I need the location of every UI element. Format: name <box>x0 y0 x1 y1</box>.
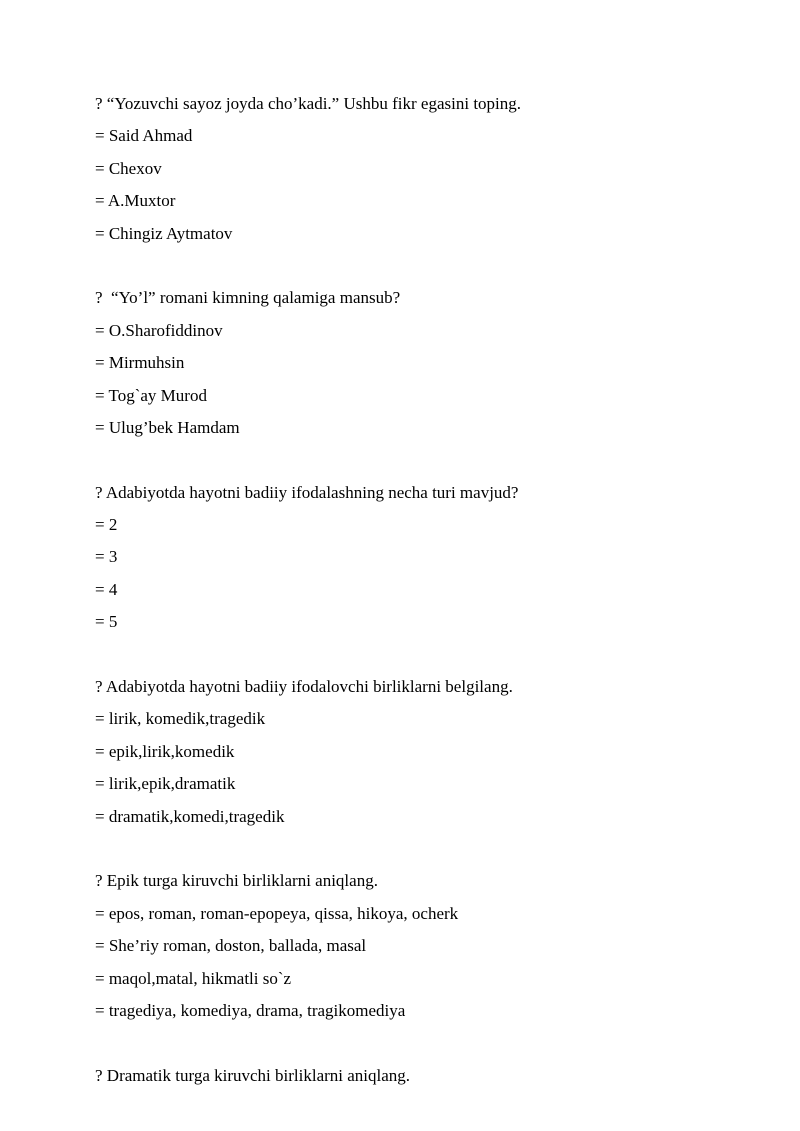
question-text: ? “Yo’l” romani kimning qalamiga mansub? <box>95 288 401 308</box>
answer-option: = dramatik,komedi,tragedik <box>95 806 285 826</box>
question-block <box>95 88 775 250</box>
answer-option: = A.Muxtor <box>95 191 176 211</box>
answer-option: = Said Ahmad <box>95 126 193 146</box>
question-block <box>95 282 775 444</box>
answer-option: = epik,lirik,komedik <box>95 741 235 761</box>
answer-option: = Chexov <box>95 158 162 178</box>
question-text: ? “Yozuvchi sayoz joyda cho’kadi.” Ushbu fikr egasini toping. <box>95 94 522 113</box>
answer-option: = Ulug’bek Hamdam <box>95 417 240 437</box>
question-text: ? Dramatik turga kiruvchi birliklarni aniqlang. <box>95 1065 411 1085</box>
answer-option: = 5 <box>95 612 118 632</box>
answer-option: = maqol,matal, hikmatli so`z <box>95 968 292 988</box>
answer-option: = Chingiz Aytmatov <box>95 223 233 243</box>
answer-option: = 3 <box>95 547 118 567</box>
answer-option: = O.Sharofiddinov <box>95 320 223 340</box>
answer-option: = lirik,epik,dramatik <box>95 774 236 794</box>
answer-option: = Tog`ay Murod <box>95 385 207 405</box>
question-block <box>95 865 775 1027</box>
answer-option: = lirik, komedik,tragedik <box>95 709 266 729</box>
answer-option: = 4 <box>95 579 118 599</box>
answer-option: = epos, roman, roman-epopeya, qissa, hikoya, ocherk <box>95 903 459 923</box>
answer-option: = tragediya, komediya, drama, tragikomediya <box>95 1000 406 1020</box>
quiz-content <box>95 88 775 1125</box>
answer-option: = Mirmuhsin <box>95 353 185 373</box>
answer-option: = 2 <box>95 515 118 535</box>
answer-option: = She’riy roman, doston, ballada, masal <box>95 936 367 956</box>
question-block <box>95 1060 775 1092</box>
question-text: ? Adabiyotda hayotni badiiy ifodalashning necha turi mavjud? <box>95 482 519 502</box>
question-text: ? Adabiyotda hayotni badiiy ifodalovchi birliklarni belgilang. <box>95 677 513 697</box>
question-block <box>95 671 775 833</box>
question-text: ? Epik turga kiruvchi birliklarni aniqlang. <box>95 871 378 891</box>
question-block <box>95 477 775 639</box>
